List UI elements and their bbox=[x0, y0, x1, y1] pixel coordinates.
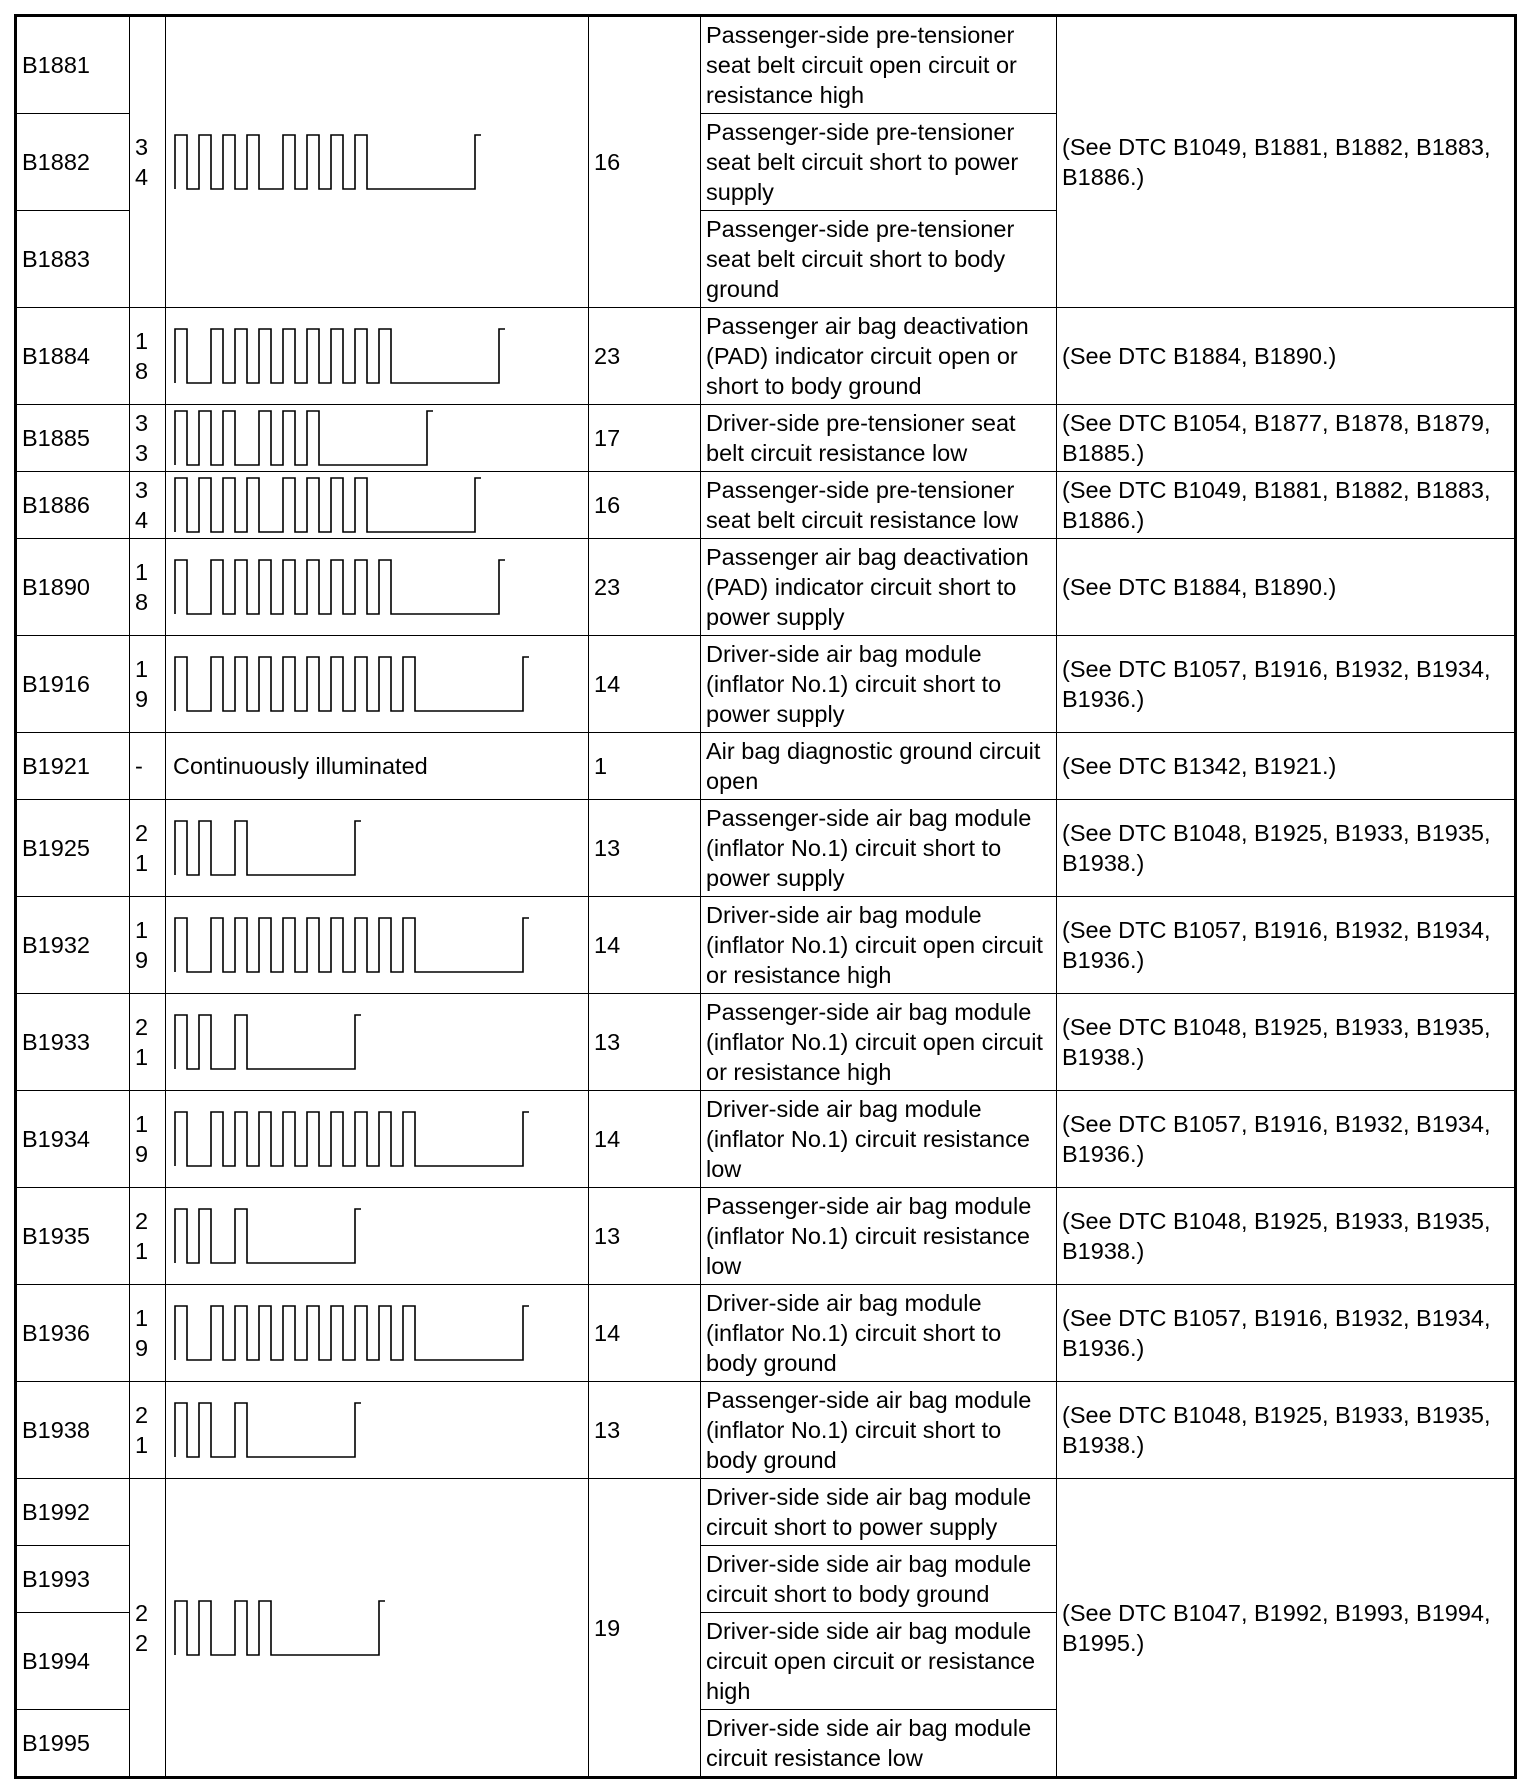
dtc-table-page bbox=[14, 14, 1514, 1779]
waveform-line bbox=[175, 478, 481, 532]
table-row bbox=[16, 800, 1516, 897]
malfunction-description: Passenger-side air bag module (inflator No.1) circuit short to power supply bbox=[701, 800, 1057, 897]
malfunction-description: Driver-side side air bag module circuit open circuit or resistance high bbox=[701, 1613, 1057, 1710]
flash-count: 21 bbox=[130, 994, 166, 1091]
flash-waveform bbox=[171, 819, 365, 877]
flash-pattern bbox=[166, 405, 589, 472]
dtc-code: B1884 bbox=[16, 308, 130, 405]
waveform-line bbox=[175, 1015, 361, 1069]
flash-number: 17 bbox=[589, 405, 701, 472]
dtc-reference: (See DTC B1884, B1890.) bbox=[1057, 308, 1516, 405]
table-row bbox=[16, 308, 1516, 405]
dtc-reference: (See DTC B1884, B1890.) bbox=[1057, 539, 1516, 636]
dtc-code: B1995 bbox=[16, 1710, 130, 1778]
table-row bbox=[16, 733, 1516, 800]
flash-waveform bbox=[171, 916, 533, 974]
malfunction-description: Passenger-side pre-tensioner seat belt circuit short to body ground bbox=[701, 211, 1057, 308]
flash-count: 21 bbox=[130, 1382, 166, 1479]
dtc-code: B1936 bbox=[16, 1285, 130, 1382]
malfunction-description: Driver-side side air bag module circuit resistance low bbox=[701, 1710, 1057, 1778]
malfunction-description: Passenger-side pre-tensioner seat belt circuit open circuit or resistance high bbox=[701, 16, 1057, 114]
flash-waveform bbox=[171, 409, 437, 467]
continuous-illumination-text: Continuously illuminated bbox=[173, 753, 428, 779]
dtc-reference: (See DTC B1049, B1881, B1882, B1883, B1886.) bbox=[1057, 16, 1516, 308]
flash-waveform bbox=[171, 1013, 365, 1071]
malfunction-description: Air bag diagnostic ground circuit open bbox=[701, 733, 1057, 800]
flash-count: 18 bbox=[130, 539, 166, 636]
flash-pattern bbox=[166, 1285, 589, 1382]
malfunction-description: Passenger air bag deactivation (PAD) indicator circuit short to power supply bbox=[701, 539, 1057, 636]
table-row bbox=[16, 1188, 1516, 1285]
flash-number: 13 bbox=[589, 1188, 701, 1285]
flash-number: 1 bbox=[589, 733, 701, 800]
flash-pattern bbox=[166, 539, 589, 636]
table-row bbox=[16, 1285, 1516, 1382]
malfunction-description: Driver-side side air bag module circuit short to power supply bbox=[701, 1479, 1057, 1546]
dtc-code: B1921 bbox=[16, 733, 130, 800]
dtc-reference: (See DTC B1048, B1925, B1933, B1935, B1938.) bbox=[1057, 1188, 1516, 1285]
waveform-line bbox=[175, 918, 529, 972]
waveform-line bbox=[175, 1601, 385, 1655]
malfunction-description: Passenger-side pre-tensioner seat belt circuit short to power supply bbox=[701, 114, 1057, 211]
dtc-reference: (See DTC B1049, B1881, B1882, B1883, B1886.) bbox=[1057, 472, 1516, 539]
flash-count: 19 bbox=[130, 1285, 166, 1382]
flash-pattern bbox=[166, 1091, 589, 1188]
flash-count: 19 bbox=[130, 636, 166, 733]
dtc-code: B1935 bbox=[16, 1188, 130, 1285]
flash-count: 34 bbox=[130, 472, 166, 539]
table-row bbox=[16, 1382, 1516, 1479]
flash-number: 14 bbox=[589, 636, 701, 733]
flash-waveform bbox=[171, 1599, 389, 1657]
dtc-reference: (See DTC B1057, B1916, B1932, B1934, B1936.) bbox=[1057, 897, 1516, 994]
waveform-line bbox=[175, 135, 481, 189]
flash-waveform bbox=[171, 476, 485, 534]
flash-waveform bbox=[171, 1401, 365, 1459]
table-row bbox=[16, 472, 1516, 539]
dtc-code: B1883 bbox=[16, 211, 130, 308]
dtc-reference: (See DTC B1057, B1916, B1932, B1934, B1936.) bbox=[1057, 1091, 1516, 1188]
dtc-code: B1890 bbox=[16, 539, 130, 636]
table-row bbox=[16, 1091, 1516, 1188]
flash-waveform bbox=[171, 133, 485, 191]
flash-count: 19 bbox=[130, 1091, 166, 1188]
flash-pattern bbox=[166, 897, 589, 994]
malfunction-description: Passenger air bag deactivation (PAD) indicator circuit open or short to body ground bbox=[701, 308, 1057, 405]
malfunction-description: Driver-side air bag module (inflator No.1) circuit resistance low bbox=[701, 1091, 1057, 1188]
flash-pattern bbox=[166, 733, 589, 800]
flash-number: 14 bbox=[589, 897, 701, 994]
flash-number: 19 bbox=[589, 1479, 701, 1778]
dtc-code: B1994 bbox=[16, 1613, 130, 1710]
dtc-code: B1934 bbox=[16, 1091, 130, 1188]
waveform-line bbox=[175, 657, 529, 711]
dtc-code: B1916 bbox=[16, 636, 130, 733]
dtc-reference: (See DTC B1057, B1916, B1932, B1934, B1936.) bbox=[1057, 636, 1516, 733]
flash-number: 23 bbox=[589, 308, 701, 405]
flash-number: 13 bbox=[589, 994, 701, 1091]
malfunction-description: Passenger-side air bag module (inflator No.1) circuit resistance low bbox=[701, 1188, 1057, 1285]
dtc-code: B1938 bbox=[16, 1382, 130, 1479]
dtc-code: B1933 bbox=[16, 994, 130, 1091]
table-row bbox=[16, 897, 1516, 994]
flash-count: 21 bbox=[130, 1188, 166, 1285]
table-row bbox=[16, 405, 1516, 472]
dtc-reference: (See DTC B1057, B1916, B1932, B1934, B1936.) bbox=[1057, 1285, 1516, 1382]
dtc-code: B1886 bbox=[16, 472, 130, 539]
dtc-code: B1881 bbox=[16, 16, 130, 114]
flash-number: 13 bbox=[589, 800, 701, 897]
table-row bbox=[16, 16, 1516, 114]
flash-number: 13 bbox=[589, 1382, 701, 1479]
malfunction-description: Driver-side side air bag module circuit short to body ground bbox=[701, 1546, 1057, 1613]
dtc-reference: (See DTC B1048, B1925, B1933, B1935, B1938.) bbox=[1057, 994, 1516, 1091]
flash-number: 16 bbox=[589, 472, 701, 539]
flash-waveform bbox=[171, 1207, 365, 1265]
flash-count: 18 bbox=[130, 308, 166, 405]
dtc-reference: (See DTC B1048, B1925, B1933, B1935, B1938.) bbox=[1057, 1382, 1516, 1479]
table-row bbox=[16, 539, 1516, 636]
waveform-line bbox=[175, 329, 505, 383]
waveform-line bbox=[175, 1403, 361, 1457]
dtc-code: B1993 bbox=[16, 1546, 130, 1613]
flash-number: 16 bbox=[589, 16, 701, 308]
flash-pattern bbox=[166, 308, 589, 405]
waveform-line bbox=[175, 1306, 529, 1360]
flash-pattern bbox=[166, 636, 589, 733]
malfunction-description: Driver-side pre-tensioner seat belt circuit resistance low bbox=[701, 405, 1057, 472]
flash-number: 14 bbox=[589, 1285, 701, 1382]
flash-number: 14 bbox=[589, 1091, 701, 1188]
flash-waveform bbox=[171, 1304, 533, 1362]
flash-pattern bbox=[166, 1479, 589, 1778]
flash-count: 34 bbox=[130, 16, 166, 308]
dtc-reference: (See DTC B1048, B1925, B1933, B1935, B1938.) bbox=[1057, 800, 1516, 897]
flash-waveform bbox=[171, 558, 509, 616]
dtc-flash-code-table bbox=[14, 14, 1517, 1779]
malfunction-description: Driver-side air bag module (inflator No.1) circuit short to power supply bbox=[701, 636, 1057, 733]
flash-count: 22 bbox=[130, 1479, 166, 1778]
dtc-code: B1992 bbox=[16, 1479, 130, 1546]
malfunction-description: Passenger-side air bag module (inflator No.1) circuit short to body ground bbox=[701, 1382, 1057, 1479]
flash-waveform bbox=[171, 655, 533, 713]
flash-waveform bbox=[171, 1110, 533, 1168]
table-row bbox=[16, 1479, 1516, 1546]
waveform-line bbox=[175, 560, 505, 614]
dtc-reference: (See DTC B1054, B1877, B1878, B1879, B1885.) bbox=[1057, 405, 1516, 472]
flash-pattern bbox=[166, 800, 589, 897]
flash-count: 19 bbox=[130, 897, 166, 994]
dtc-code: B1882 bbox=[16, 114, 130, 211]
dtc-code: B1885 bbox=[16, 405, 130, 472]
flash-count: 33 bbox=[130, 405, 166, 472]
dtc-code: B1925 bbox=[16, 800, 130, 897]
flash-pattern bbox=[166, 472, 589, 539]
dtc-reference: (See DTC B1047, B1992, B1993, B1994, B1995.) bbox=[1057, 1479, 1516, 1778]
waveform-line bbox=[175, 821, 361, 875]
flash-count: - bbox=[130, 733, 166, 800]
flash-number: 23 bbox=[589, 539, 701, 636]
table-row bbox=[16, 636, 1516, 733]
malfunction-description: Driver-side air bag module (inflator No.1) circuit open circuit or resistance high bbox=[701, 897, 1057, 994]
table-row bbox=[16, 994, 1516, 1091]
malfunction-description: Passenger-side air bag module (inflator No.1) circuit open circuit or resistance high bbox=[701, 994, 1057, 1091]
malfunction-description: Passenger-side pre-tensioner seat belt circuit resistance low bbox=[701, 472, 1057, 539]
flash-pattern bbox=[166, 1188, 589, 1285]
flash-count: 21 bbox=[130, 800, 166, 897]
flash-pattern bbox=[166, 994, 589, 1091]
waveform-line bbox=[175, 1209, 361, 1263]
flash-waveform bbox=[171, 327, 509, 385]
flash-pattern bbox=[166, 16, 589, 308]
malfunction-description: Driver-side air bag module (inflator No.1) circuit short to body ground bbox=[701, 1285, 1057, 1382]
waveform-line bbox=[175, 1112, 529, 1166]
dtc-reference: (See DTC B1342, B1921.) bbox=[1057, 733, 1516, 800]
flash-pattern bbox=[166, 1382, 589, 1479]
waveform-line bbox=[175, 411, 433, 465]
dtc-code: B1932 bbox=[16, 897, 130, 994]
